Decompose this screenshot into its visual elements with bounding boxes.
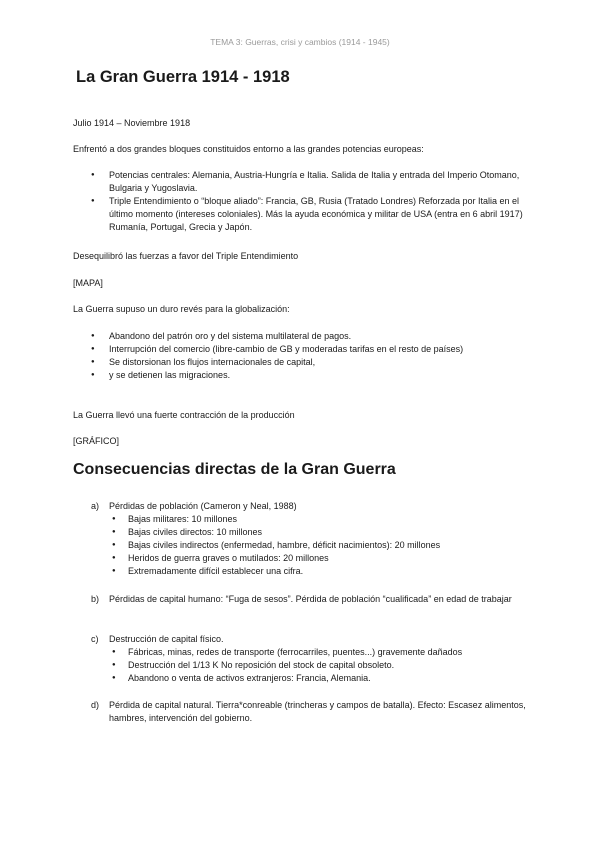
consequence-text: Pérdidas de población (Cameron y Neal, 1988) (109, 501, 297, 511)
map-placeholder: [MAPA] (73, 278, 103, 288)
consequence-c (91, 633, 531, 685)
consequence-d (91, 699, 531, 725)
list-letter: a) (91, 501, 100, 511)
list-item: ● Destrucción del 1/13 K No reposición del stock de capital obsoleto. (91, 659, 551, 672)
list-item: ● Se distorsionan los flujos internacionales de capital, (73, 356, 533, 369)
list-letter: c) (91, 634, 99, 644)
list-item: ● Bajas militares: 10 millones (91, 513, 551, 526)
blocs-list (73, 169, 533, 234)
list-item: ● Abandono o venta de activos extranjeros: Francia, Alemania. (91, 672, 551, 685)
page-header: TEMA 3: Guerras, crisi y cambios (1914 - 1945) (210, 37, 390, 47)
list-letter: d) (91, 700, 100, 710)
consequence-text: Pérdidas de capital humano: “Fuga de sesos”. Pérdida de población “cualificada” en edad de trabajar (109, 594, 512, 604)
list-item: ● Interrupción del comercio (libre-cambio de GB y moderadas tarifas en el resto de países) (73, 343, 533, 356)
list-item: ● Extremadamente difícil establecer una cifra. (91, 565, 551, 578)
list-item: ● Bajas civiles indirectos (enfermedad, hambre, déficit nacimientos): 20 millones (91, 539, 551, 552)
list-item: ● Fábricas, minas, redes de transporte (ferrocarriles, puentes...) gravemente dañados (91, 646, 551, 659)
list-item: ● Bajas civiles directos: 10 millones (91, 526, 551, 539)
page-title: La Gran Guerra 1914 - 1918 (76, 68, 290, 86)
consequence-a (91, 500, 531, 578)
population-losses-list (91, 513, 551, 578)
list-item: ● Triple Entendimiento o “bloque aliado”: Francia, GB, Rusia (Tratado Londres) Reforzada por Italia en el último momento (intereses coloniales). Más la ayuda económica y militar de USA (entra en 6 abril 1917) Rumanía, Portugal, Grecia y Japón. (73, 195, 533, 234)
chart-placeholder: [GRÁFICO] (73, 436, 120, 446)
production-paragraph: La Guerra llevó una fuerte contracción de la producción (73, 410, 295, 420)
globalization-list (73, 330, 533, 382)
consequence-b (91, 593, 531, 606)
list-item: ● Abandono del patrón oro y del sistema multilateral de pagos. (73, 330, 533, 343)
physical-capital-list (91, 646, 551, 685)
list-item: ● Potencias centrales: Alemania, Austria-Hungría e Italia. Salida de Italia y entrada del Imperio Otomano, Bulgaria y Yugoslavia. (73, 169, 533, 195)
list-item: ● y se detienen las migraciones. (73, 369, 533, 382)
dates-paragraph: Julio 1914 – Noviembre 1918 (73, 118, 191, 128)
list-item: ● Heridos de guerra graves o mutilados: 20 millones (91, 552, 551, 565)
intro-paragraph: Enfrentó a dos grandes bloques constituidos entorno a las grandes potencias europeas: (73, 144, 424, 154)
imbalance-paragraph: Desequilibró las fuerzas a favor del Triple Entendimiento (73, 251, 299, 261)
consequence-text: Destrucción de capital físico. (109, 634, 224, 644)
consequence-text: Pérdida de capital natural. Tierra*conreable (trincheras y campos de batalla). Efecto: Escasez alimentos, hambres, intervención del gobierno. (109, 700, 526, 723)
section-title: Consecuencias directas de la Gran Guerra (73, 461, 396, 478)
globalization-intro: La Guerra supuso un duro revés para la globalización: (73, 304, 290, 314)
list-letter: b) (91, 594, 100, 604)
